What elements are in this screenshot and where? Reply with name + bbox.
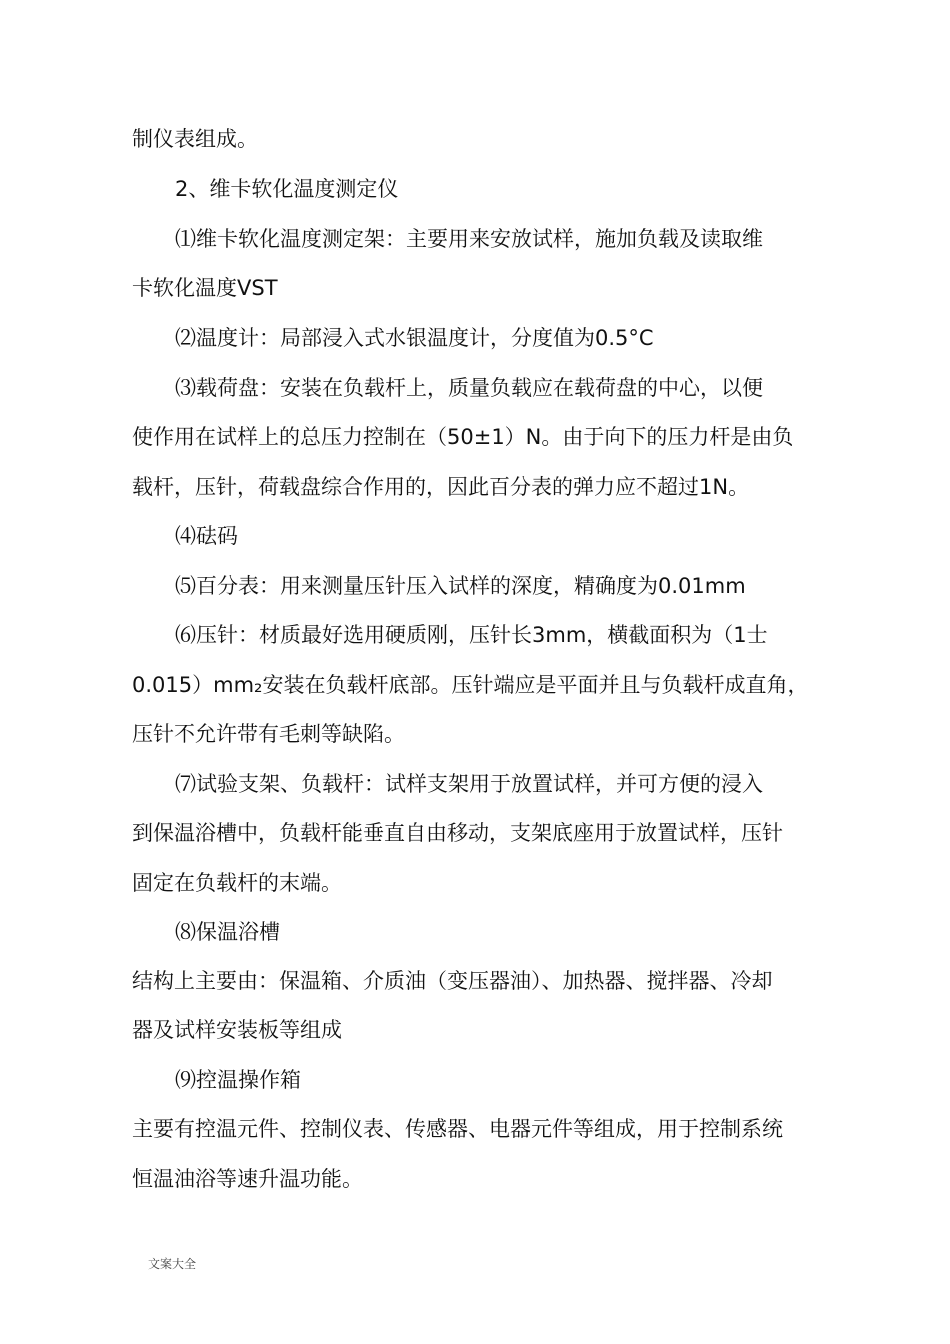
text-line: 卡软化温度VST xyxy=(132,276,278,300)
list-item-3: ⑶载荷盘：安装在负载杆上，质量负载应在载荷盘的中心，以便 xyxy=(175,376,763,400)
text-line: 制仪表组成。 xyxy=(132,127,258,151)
text-line: 恒温油浴等速升温功能。 xyxy=(132,1167,363,1191)
footer-label: 文案大全 xyxy=(148,1257,197,1271)
text-line: 压针不允许带有毛刺等缺陷。 xyxy=(132,722,405,746)
text-line: 主要有控温元件、控制仪表、传感器、电器元件等组成，用于控制系统 xyxy=(132,1117,783,1141)
list-item-4: ⑷砝码 xyxy=(175,524,238,548)
list-item-8: ⑻保温浴槽 xyxy=(175,920,280,944)
list-item-6: ⑹压针：材质最好选用硬质刚，压针长3mm，横截面积为（1士 xyxy=(175,623,768,647)
text-line: 器及试样安装板等组成 xyxy=(132,1018,342,1042)
list-item-9: ⑼控温操作箱 xyxy=(175,1068,301,1092)
text-line: 载杆，压针，荷载盘综合作用的，因此百分表的弹力应不超过1N。 xyxy=(132,475,750,499)
list-item-5: ⑸百分表：用来测量压针压入试样的深度，精确度为0.01mm xyxy=(175,574,746,598)
text-line: 0.015）mm₂安装在负载杆底部。压针端应是平面并且与负载杆成直角， xyxy=(132,673,809,697)
text-line: 固定在负载杆的末端。 xyxy=(132,871,342,895)
text-line: 到保温浴槽中，负载杆能垂直自由移动，支架底座用于放置试样，压针 xyxy=(132,821,783,845)
text-line: 使作用在试样上的总压力控制在（50±1）N。由于向下的压力杆是由负 xyxy=(132,425,794,449)
list-item-7: ⑺试验支架、负载杆：试样支架用于放置试样，并可方便的浸入 xyxy=(175,772,763,796)
text-line: 结构上主要由：保温箱、介质油（变压器油）、加热器、搅拌器、冷却 xyxy=(132,969,773,993)
section-heading: 2、维卡软化温度测定仪 xyxy=(175,177,399,201)
list-item-2: ⑵温度计：局部浸入式水银温度计，分度值为0.5°C xyxy=(175,326,654,350)
list-item-1: ⑴维卡软化温度测定架：主要用来安放试样，施加负载及读取维 xyxy=(175,227,763,251)
